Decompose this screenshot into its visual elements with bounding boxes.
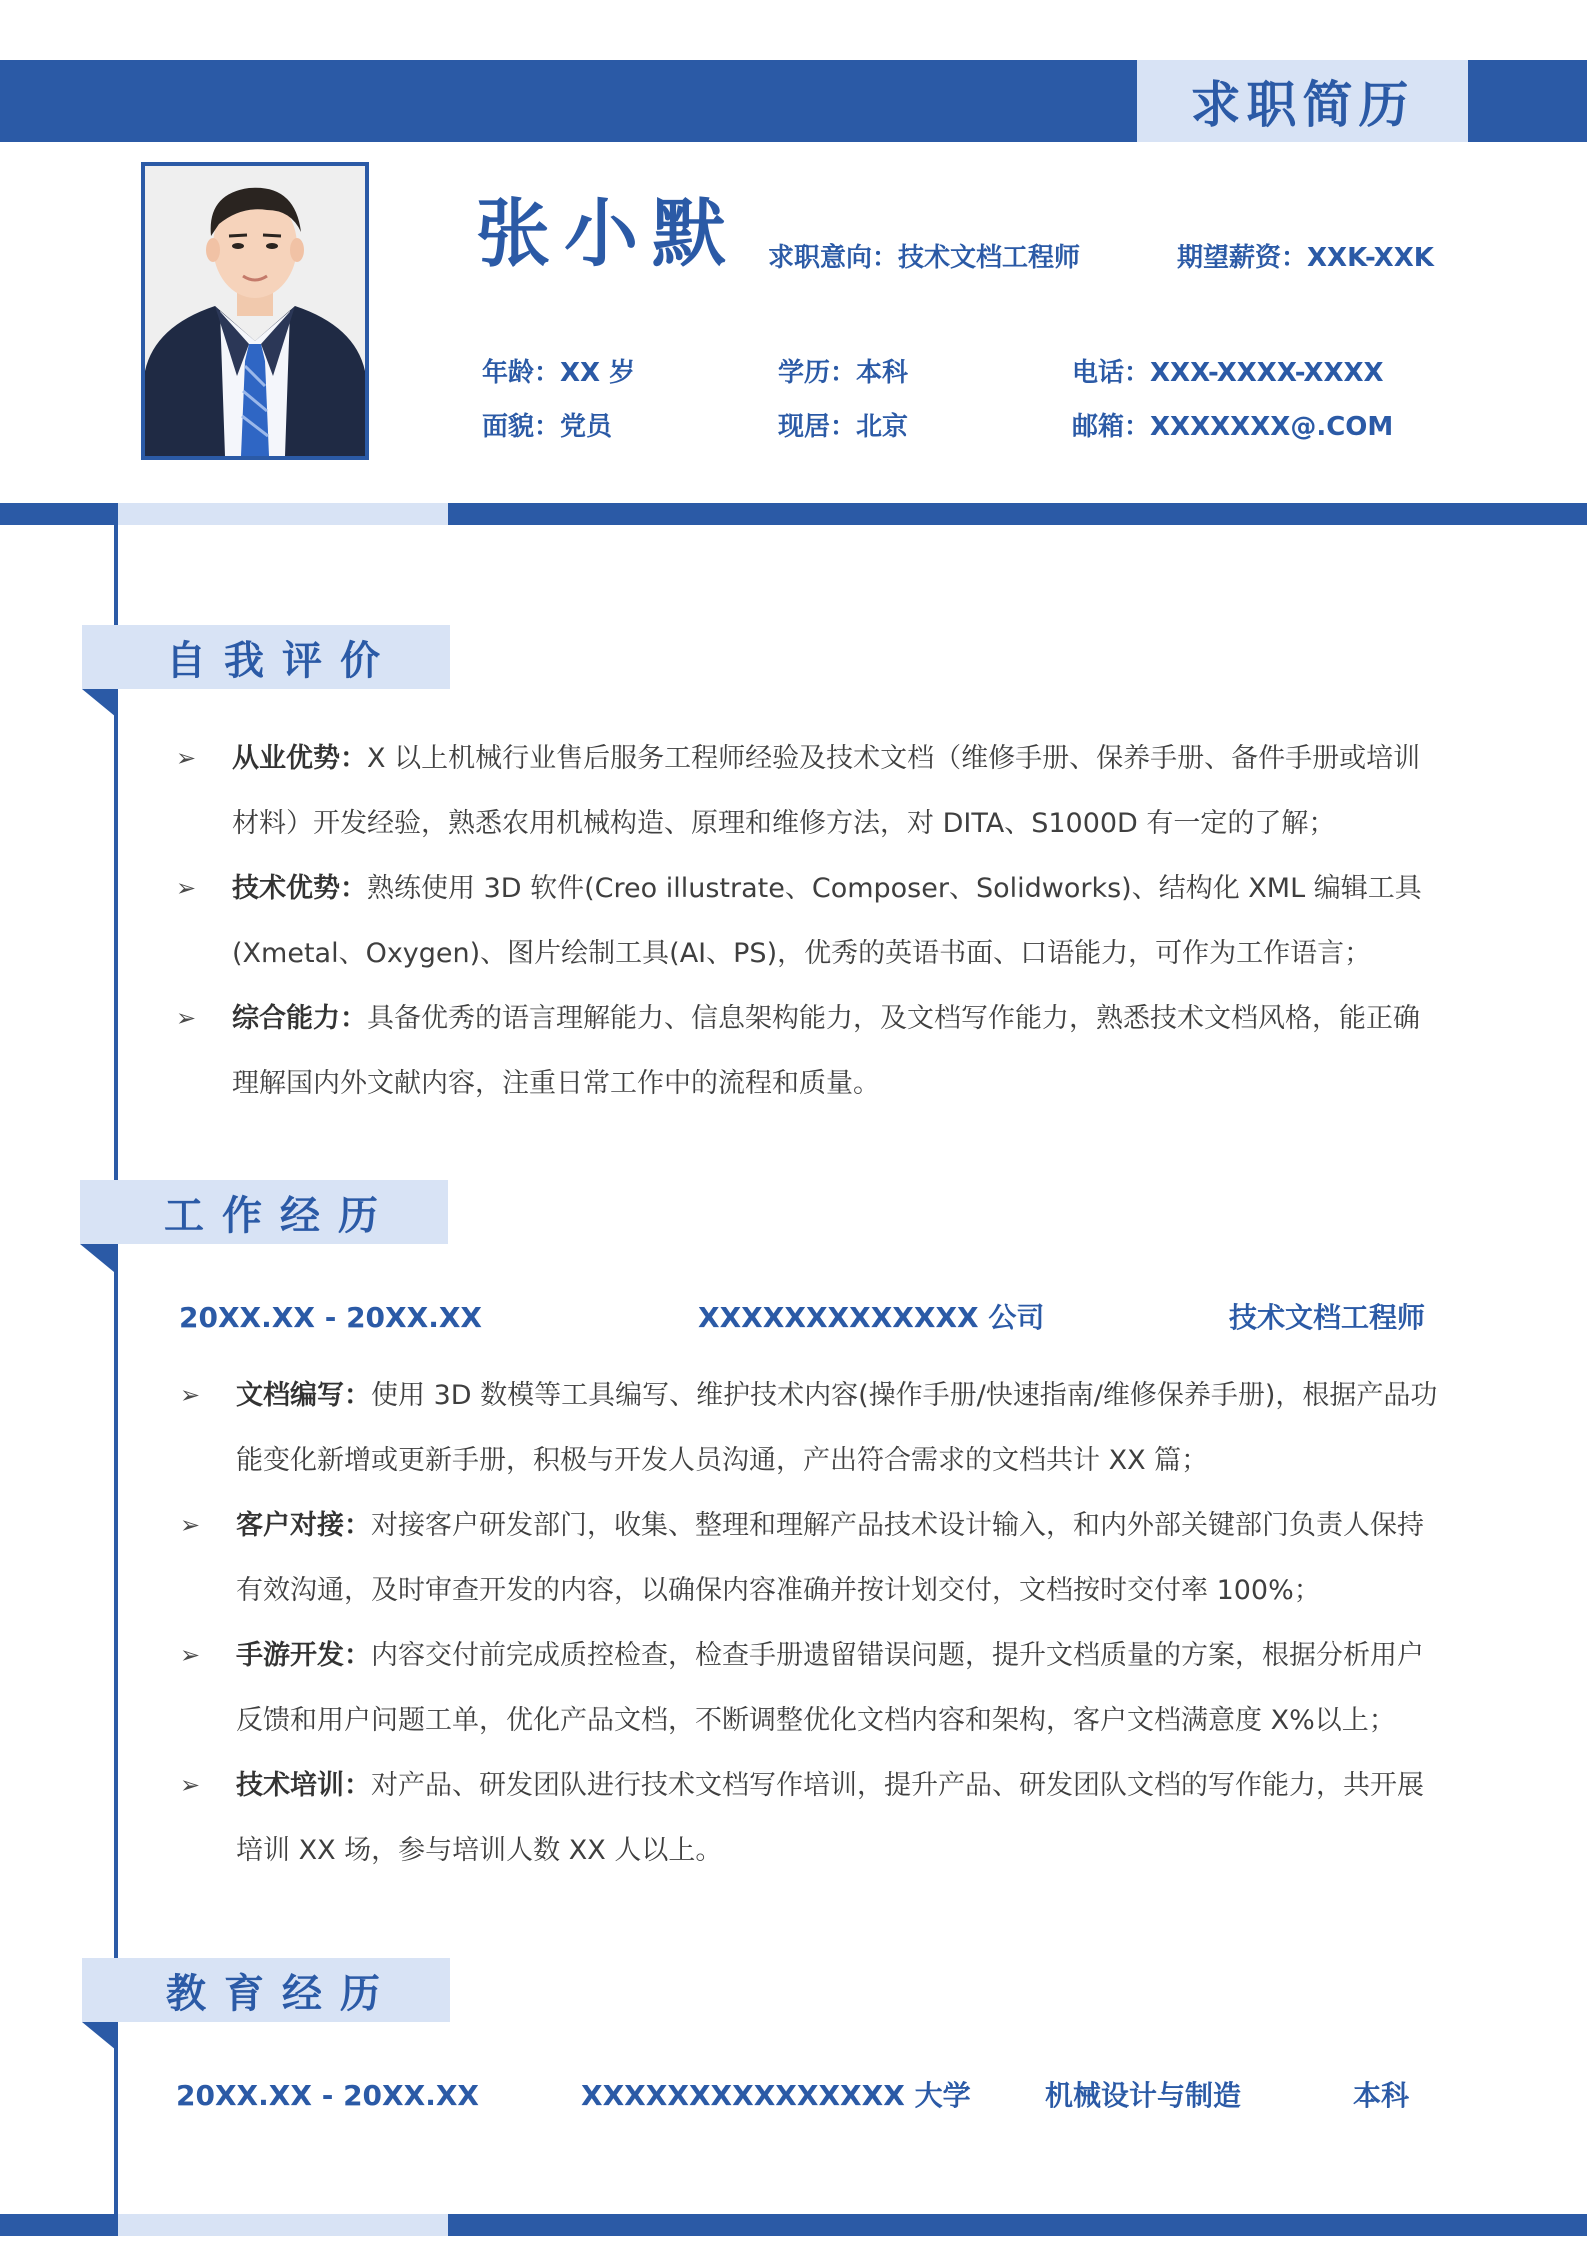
footer-divider-left [0, 2214, 118, 2236]
edu-school: XXXXXXXXXXXXXXX 大学 [581, 2079, 971, 2112]
section-fold-corner [82, 2022, 116, 2050]
education-field: 学历：本科 [778, 358, 909, 388]
item-label: 从业优势： [232, 743, 367, 774]
work-company: XXXXXXXXXXXXX 公司 [698, 1301, 1045, 1334]
political-status-field: 面貌：党员 [482, 412, 613, 442]
section-title-self-evaluation: 自我评价 [82, 625, 450, 689]
item-text: 具备优秀的语言理解能力、信息架构能力，及文档写作能力，熟悉技术文档风格，能正确理解国内外文献内容，注重日常工作中的流程和质量。 [232, 1003, 1420, 1099]
item-label: 综合能力： [232, 1003, 367, 1034]
avatar-illustration [145, 166, 365, 456]
list-item [180, 1363, 1450, 1493]
list-item [180, 1753, 1450, 1883]
arrow-bullet-icon: ➢ [176, 874, 197, 902]
item-label: 技术优势： [232, 873, 367, 904]
header-divider-mid [118, 503, 448, 525]
list-item [180, 1493, 1450, 1623]
item-text: 熟练使用 3D 软件(Creo illustrate、Composer、Solidworks)、结构化 XML 编辑工具(Xmetal、Oxygen)、图片绘制工具(AI、PS)，优秀的英语书面、口语能力，可作为工作语言； [232, 873, 1422, 969]
arrow-bullet-icon: ➢ [180, 1771, 201, 1799]
arrow-bullet-icon: ➢ [180, 1511, 201, 1539]
work-position: 技术文档工程师 [1229, 1301, 1426, 1334]
footer-divider-mid [118, 2214, 448, 2236]
edu-degree: 本科 [1353, 2079, 1410, 2112]
arrow-bullet-icon: ➢ [180, 1381, 201, 1409]
item-label: 手游开发： [236, 1640, 371, 1671]
section-title-work-experience: 工作经历 [80, 1180, 448, 1244]
item-label: 技术培训： [236, 1770, 371, 1801]
footer-divider-right [448, 2214, 1587, 2236]
profile-photo [141, 162, 369, 460]
self-evaluation-list [176, 726, 1446, 1116]
list-item [176, 726, 1446, 856]
header-divider-left [0, 503, 118, 525]
item-text: 内容交付前完成质控检查，检查手册遗留错误问题，提升文档质量的方案，根据分析用户反馈和用户问题工单，优化产品文档，不断调整优化文档内容和架构，客户文档满意度 X%以上； [236, 1640, 1424, 1736]
candidate-name: 张小默 [476, 191, 740, 277]
work-duties-list [180, 1363, 1450, 1883]
item-text: 使用 3D 数模等工具编写、维护技术内容(操作手册/快速指南/维修保养手册)，根据产品功能变化新增或更新手册，积极与开发人员沟通，产出符合需求的文档共计 XX 篇； [236, 1380, 1438, 1476]
item-label: 客户对接： [236, 1510, 371, 1541]
work-period: 20XX.XX - 20XX.XX [179, 1301, 483, 1334]
edu-period: 20XX.XX - 20XX.XX [176, 2079, 480, 2112]
edu-major: 机械设计与制造 [1045, 2079, 1242, 2112]
arrow-bullet-icon: ➢ [176, 1004, 197, 1032]
email-field: 邮箱：XXXXXXX@.COM [1072, 412, 1394, 442]
residence-field: 现居：北京 [778, 412, 909, 442]
job-intent: 求职意向：技术文档工程师 [768, 243, 1081, 273]
age-field: 年龄：XX 岁 [482, 358, 636, 388]
section-fold-corner [80, 1244, 114, 1272]
arrow-bullet-icon: ➢ [180, 1641, 201, 1669]
list-item [176, 986, 1446, 1116]
phone-field: 电话：XXX-XXXX-XXXX [1072, 358, 1384, 388]
header-divider-right [448, 503, 1587, 525]
section-fold-corner [82, 689, 116, 717]
item-text: 对产品、研发团队进行技术文档写作培训，提升产品、研发团队文档的写作能力，共开展培训 XX 场，参与培训人数 XX 人以上。 [236, 1770, 1424, 1866]
list-item [176, 856, 1446, 986]
item-label: 文档编写： [236, 1380, 371, 1411]
item-text: X 以上机械行业售后服务工程师经验及技术文档（维修手册、保养手册、备件手册或培训材料）开发经验，熟悉农用机械构造、原理和维修方法，对 DITA、S1000D 有一定的了解； [232, 743, 1421, 839]
item-text: 对接客户研发部门，收集、整理和理解产品技术设计输入，和内外部关键部门负责人保持有效沟通，及时审查开发的内容，以确保内容准确并按计划交付，文档按时交付率 100%； [236, 1510, 1424, 1606]
section-title-education: 教育经历 [82, 1958, 450, 2022]
list-item [180, 1623, 1450, 1753]
expected-salary: 期望薪资：XXK-XXK [1177, 243, 1434, 273]
arrow-bullet-icon: ➢ [176, 744, 197, 772]
document-title: 求职简历 [1137, 60, 1468, 142]
